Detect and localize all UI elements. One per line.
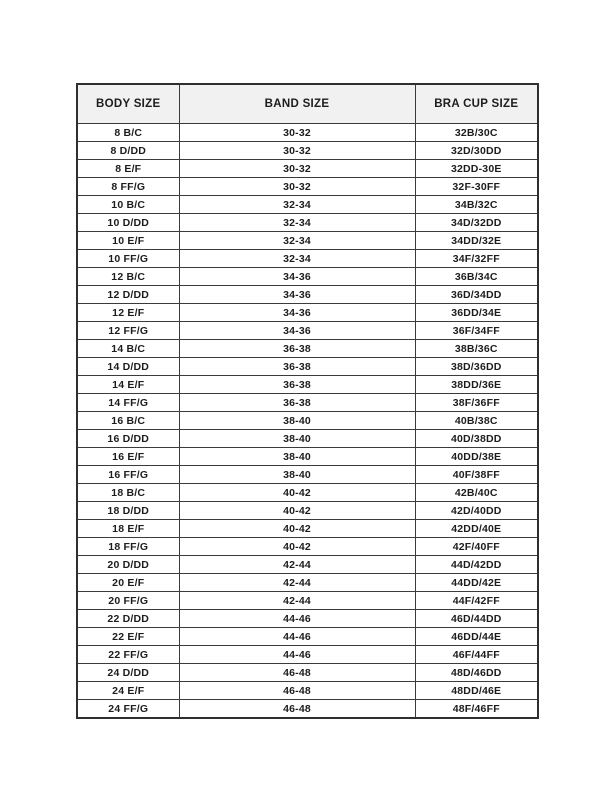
table-cell: 42DD/40E bbox=[415, 520, 538, 538]
table-row bbox=[77, 448, 538, 466]
table-row bbox=[77, 358, 538, 376]
table-cell: 10 E/F bbox=[77, 232, 179, 250]
table-cell: 12 B/C bbox=[77, 268, 179, 286]
table-cell: 44D/42DD bbox=[415, 556, 538, 574]
table-cell: 20 E/F bbox=[77, 574, 179, 592]
table-cell: 40-42 bbox=[179, 520, 415, 538]
table-header bbox=[77, 84, 538, 124]
table-cell: 46D/44DD bbox=[415, 610, 538, 628]
table-cell: 36F/34FF bbox=[415, 322, 538, 340]
table-cell: 34-36 bbox=[179, 286, 415, 304]
table-row bbox=[77, 412, 538, 430]
table-cell: 14 E/F bbox=[77, 376, 179, 394]
table-cell: 22 FF/G bbox=[77, 646, 179, 664]
table-cell: 46-48 bbox=[179, 700, 415, 719]
table-cell: 18 B/C bbox=[77, 484, 179, 502]
table-cell: 30-32 bbox=[179, 160, 415, 178]
table-row bbox=[77, 502, 538, 520]
table-cell: 36-38 bbox=[179, 358, 415, 376]
table-cell: 42-44 bbox=[179, 574, 415, 592]
table-row bbox=[77, 646, 538, 664]
table-row bbox=[77, 268, 538, 286]
table-cell: 38D/36DD bbox=[415, 358, 538, 376]
table-cell: 40-42 bbox=[179, 484, 415, 502]
table-row bbox=[77, 610, 538, 628]
table-cell: 36-38 bbox=[179, 340, 415, 358]
table-cell: 40F/38FF bbox=[415, 466, 538, 484]
table-cell: 40D/38DD bbox=[415, 430, 538, 448]
table-row bbox=[77, 196, 538, 214]
table-cell: 8 FF/G bbox=[77, 178, 179, 196]
table-cell: 44DD/42E bbox=[415, 574, 538, 592]
table-cell: 32D/30DD bbox=[415, 142, 538, 160]
table-row bbox=[77, 142, 538, 160]
header-body-size: BODY SIZE bbox=[77, 84, 179, 124]
table-row bbox=[77, 520, 538, 538]
table-cell: 22 E/F bbox=[77, 628, 179, 646]
table-cell: 14 FF/G bbox=[77, 394, 179, 412]
table-cell: 36D/34DD bbox=[415, 286, 538, 304]
table-cell: 34-36 bbox=[179, 322, 415, 340]
header-bra-cup-size: BRA CUP SIZE bbox=[415, 84, 538, 124]
table-cell: 40DD/38E bbox=[415, 448, 538, 466]
table-cell: 10 B/C bbox=[77, 196, 179, 214]
table-row bbox=[77, 304, 538, 322]
header-row bbox=[77, 84, 538, 124]
table-cell: 34DD/32E bbox=[415, 232, 538, 250]
table-cell: 18 FF/G bbox=[77, 538, 179, 556]
table-cell: 48D/46DD bbox=[415, 664, 538, 682]
table-cell: 40B/38C bbox=[415, 412, 538, 430]
table-cell: 32-34 bbox=[179, 196, 415, 214]
table-cell: 8 D/DD bbox=[77, 142, 179, 160]
table-row bbox=[77, 160, 538, 178]
table-cell: 44F/42FF bbox=[415, 592, 538, 610]
table-cell: 20 FF/G bbox=[77, 592, 179, 610]
table-cell: 34B/32C bbox=[415, 196, 538, 214]
table-row bbox=[77, 340, 538, 358]
table-cell: 46-48 bbox=[179, 664, 415, 682]
table-row bbox=[77, 214, 538, 232]
table-cell: 36-38 bbox=[179, 376, 415, 394]
table-cell: 12 D/DD bbox=[77, 286, 179, 304]
table-cell: 24 D/DD bbox=[77, 664, 179, 682]
table-cell: 36DD/34E bbox=[415, 304, 538, 322]
table-cell: 12 FF/G bbox=[77, 322, 179, 340]
table-row bbox=[77, 700, 538, 719]
table-cell: 24 FF/G bbox=[77, 700, 179, 719]
table-cell: 38B/36C bbox=[415, 340, 538, 358]
table-cell: 46-48 bbox=[179, 682, 415, 700]
table-cell: 38F/36FF bbox=[415, 394, 538, 412]
table-cell: 18 E/F bbox=[77, 520, 179, 538]
table-cell: 44-46 bbox=[179, 646, 415, 664]
table-row bbox=[77, 394, 538, 412]
table-cell: 34-36 bbox=[179, 304, 415, 322]
table-cell: 32-34 bbox=[179, 214, 415, 232]
table-row bbox=[77, 538, 538, 556]
table-cell: 40-42 bbox=[179, 538, 415, 556]
table-row bbox=[77, 322, 538, 340]
table-cell: 38DD/36E bbox=[415, 376, 538, 394]
table-cell: 16 E/F bbox=[77, 448, 179, 466]
table-cell: 42B/40C bbox=[415, 484, 538, 502]
table-cell: 44-46 bbox=[179, 628, 415, 646]
table-cell: 8 E/F bbox=[77, 160, 179, 178]
table-row bbox=[77, 574, 538, 592]
table-cell: 20 D/DD bbox=[77, 556, 179, 574]
table-cell: 10 FF/G bbox=[77, 250, 179, 268]
table-cell: 38-40 bbox=[179, 430, 415, 448]
table-cell: 48F/46FF bbox=[415, 700, 538, 719]
table-cell: 38-40 bbox=[179, 466, 415, 484]
table-row bbox=[77, 178, 538, 196]
table-row bbox=[77, 628, 538, 646]
table-cell: 32-34 bbox=[179, 250, 415, 268]
size-table-body bbox=[77, 124, 538, 719]
table-cell: 16 B/C bbox=[77, 412, 179, 430]
table-row bbox=[77, 430, 538, 448]
table-cell: 34D/32DD bbox=[415, 214, 538, 232]
table-row bbox=[77, 664, 538, 682]
table-cell: 24 E/F bbox=[77, 682, 179, 700]
table-cell: 38-40 bbox=[179, 448, 415, 466]
table-cell: 44-46 bbox=[179, 610, 415, 628]
table-cell: 34F/32FF bbox=[415, 250, 538, 268]
table-row bbox=[77, 124, 538, 142]
table-cell: 42-44 bbox=[179, 556, 415, 574]
table-cell: 16 D/DD bbox=[77, 430, 179, 448]
table-cell: 30-32 bbox=[179, 124, 415, 142]
table-cell: 14 B/C bbox=[77, 340, 179, 358]
table-row bbox=[77, 682, 538, 700]
table-cell: 30-32 bbox=[179, 178, 415, 196]
table-cell: 32B/30C bbox=[415, 124, 538, 142]
table-row bbox=[77, 466, 538, 484]
table-cell: 42F/40FF bbox=[415, 538, 538, 556]
table-cell: 32DD-30E bbox=[415, 160, 538, 178]
header-band-size: BAND SIZE bbox=[179, 84, 415, 124]
table-cell: 42D/40DD bbox=[415, 502, 538, 520]
table-cell: 34-36 bbox=[179, 268, 415, 286]
table-cell: 12 E/F bbox=[77, 304, 179, 322]
table-cell: 48DD/46E bbox=[415, 682, 538, 700]
table-cell: 32-34 bbox=[179, 232, 415, 250]
table-cell: 14 D/DD bbox=[77, 358, 179, 376]
table-row bbox=[77, 250, 538, 268]
size-chart-container bbox=[76, 83, 539, 719]
table-cell: 22 D/DD bbox=[77, 610, 179, 628]
table-cell: 10 D/DD bbox=[77, 214, 179, 232]
table-cell: 38-40 bbox=[179, 412, 415, 430]
table-cell: 40-42 bbox=[179, 502, 415, 520]
table-cell: 30-32 bbox=[179, 142, 415, 160]
table-cell: 32F-30FF bbox=[415, 178, 538, 196]
table-cell: 18 D/DD bbox=[77, 502, 179, 520]
table-cell: 8 B/C bbox=[77, 124, 179, 142]
table-row bbox=[77, 556, 538, 574]
table-cell: 42-44 bbox=[179, 592, 415, 610]
table-cell: 36B/34C bbox=[415, 268, 538, 286]
bra-size-chart-table bbox=[76, 83, 539, 719]
table-row bbox=[77, 376, 538, 394]
table-cell: 46F/44FF bbox=[415, 646, 538, 664]
table-row bbox=[77, 484, 538, 502]
table-row bbox=[77, 232, 538, 250]
table-cell: 36-38 bbox=[179, 394, 415, 412]
table-row bbox=[77, 592, 538, 610]
table-cell: 16 FF/G bbox=[77, 466, 179, 484]
table-row bbox=[77, 286, 538, 304]
table-cell: 46DD/44E bbox=[415, 628, 538, 646]
